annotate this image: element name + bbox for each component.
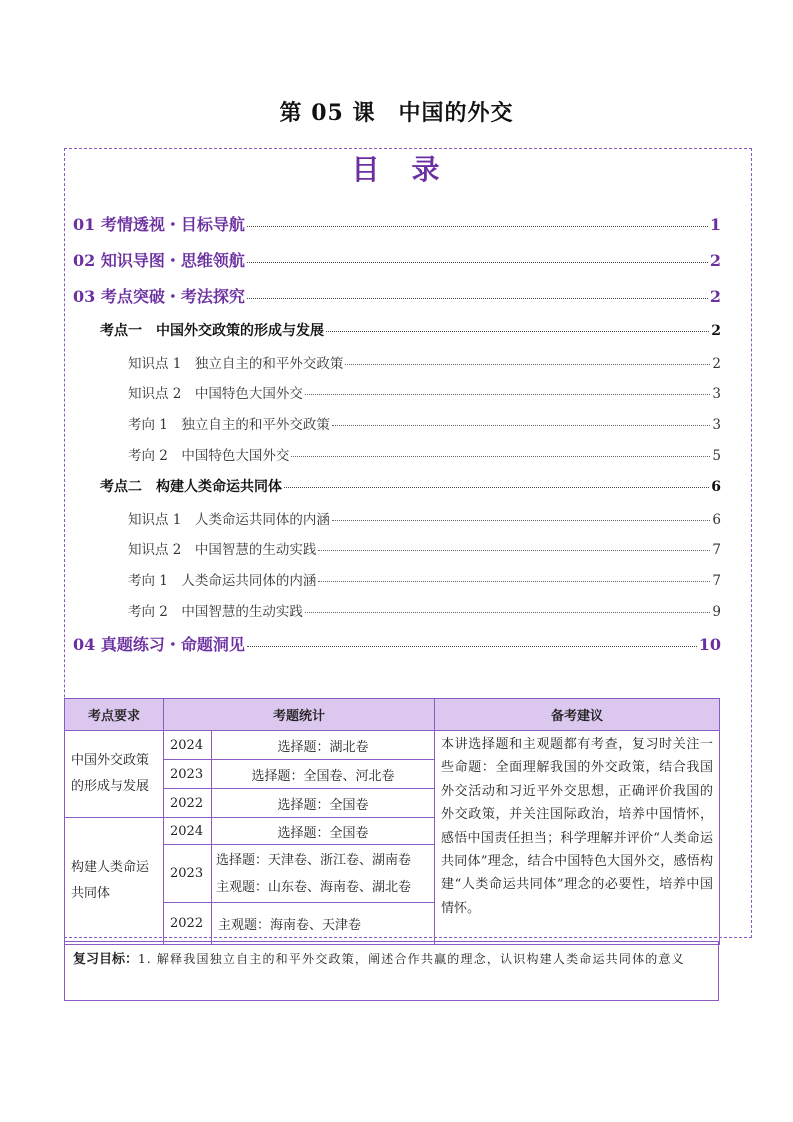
table-header: 考点要求 — [65, 699, 164, 731]
lesson-title: 第 05 课 中国的外交 — [279, 100, 514, 126]
toc-entry-sub[interactable]: 考向 1 人类命运共同体的内涵 7 — [128, 573, 721, 589]
toc-entry-02[interactable]: 02 知识导图・思维领航 2 — [73, 251, 721, 270]
year-cell: 2023 — [164, 845, 212, 903]
year-cell: 2022 — [164, 789, 212, 818]
toc-entry-sub[interactable]: 考向 2 中国智慧的生动实践 9 — [128, 604, 721, 620]
toc-entry-kaodian-2[interactable]: 考点二 构建人类命运共同体 6 — [100, 479, 721, 495]
stat-line: 选择题：天津卷、浙江卷、湖南卷 — [216, 852, 412, 868]
stat-cell: 主观题：海南卷、天津卷 — [212, 903, 435, 945]
table-header: 备考建议 — [435, 699, 720, 731]
toc-entry-04[interactable]: 04 真题练习・命题洞见 10 — [73, 635, 721, 654]
year-cell: 2024 — [164, 731, 212, 760]
table-header: 考题统计 — [164, 699, 435, 731]
year-cell: 2024 — [164, 818, 212, 845]
toc-entry-sub[interactable]: 考向 2 中国特色大国外交 5 — [128, 448, 721, 464]
toc-entry-sub[interactable]: 知识点 1 人类命运共同体的内涵 6 — [128, 512, 721, 528]
toc-entry-kaodian-1[interactable]: 考点一 中国外交政策的形成与发展 2 — [100, 323, 721, 339]
toc-entry-sub[interactable]: 考向 1 独立自主的和平外交政策 3 — [128, 417, 721, 433]
requirement-cell: 构建人类命运共同体 — [65, 818, 164, 945]
stat-cell: 选择题：全国卷 — [212, 818, 435, 845]
toc-entry-sub[interactable]: 知识点 1 独立自主的和平外交政策 2 — [128, 356, 721, 372]
stat-cell: 选择题：全国卷、河北卷 — [212, 760, 435, 789]
requirement-cell: 中国外交政策的形成与发展 — [65, 731, 164, 818]
toc-heading: 目 录 — [351, 153, 442, 186]
stat-cell: 选择题：全国卷 — [212, 789, 435, 818]
stat-line: 主观题：山东卷、海南卷、湖北卷 — [216, 879, 412, 895]
review-goal-text: 1. 解释我国独立自主的和平外交政策，阐述合作共赢的理念，认识构建人类命运共同体的意义 — [138, 952, 685, 966]
stat-cell — [212, 845, 435, 903]
review-goal-label: 复习目标： — [73, 952, 139, 967]
toc-entry-03[interactable]: 03 考点突破・考法探究 2 — [73, 287, 721, 306]
exam-analysis-table — [64, 698, 720, 945]
year-cell: 2023 — [164, 760, 212, 789]
year-cell: 2022 — [164, 903, 212, 945]
toc-entry-01[interactable]: 01 考情透视・目标导航 1 — [73, 215, 721, 234]
stat-cell: 选择题：湖北卷 — [212, 731, 435, 760]
toc-entry-sub[interactable]: 知识点 2 中国智慧的生动实践 7 — [128, 542, 721, 558]
advice-cell: 本讲选择题和主观题都有考查，复习时关注一些命题：全面理解我国的外交政策，结合我国外交活动和习近平外交思想，正确评价我国的外交政策，并关注国际政治，培养中国情怀，感悟中国责任担当；科学理解并评价“人类命运共同体”理念，结合中国特色大国外交，感悟构建“人类命运共同体”理念的必要性，培养中国情怀。 — [435, 731, 720, 945]
review-goal — [64, 941, 719, 1001]
toc-entry-sub[interactable]: 知识点 2 中国特色大国外交 3 — [128, 386, 721, 402]
